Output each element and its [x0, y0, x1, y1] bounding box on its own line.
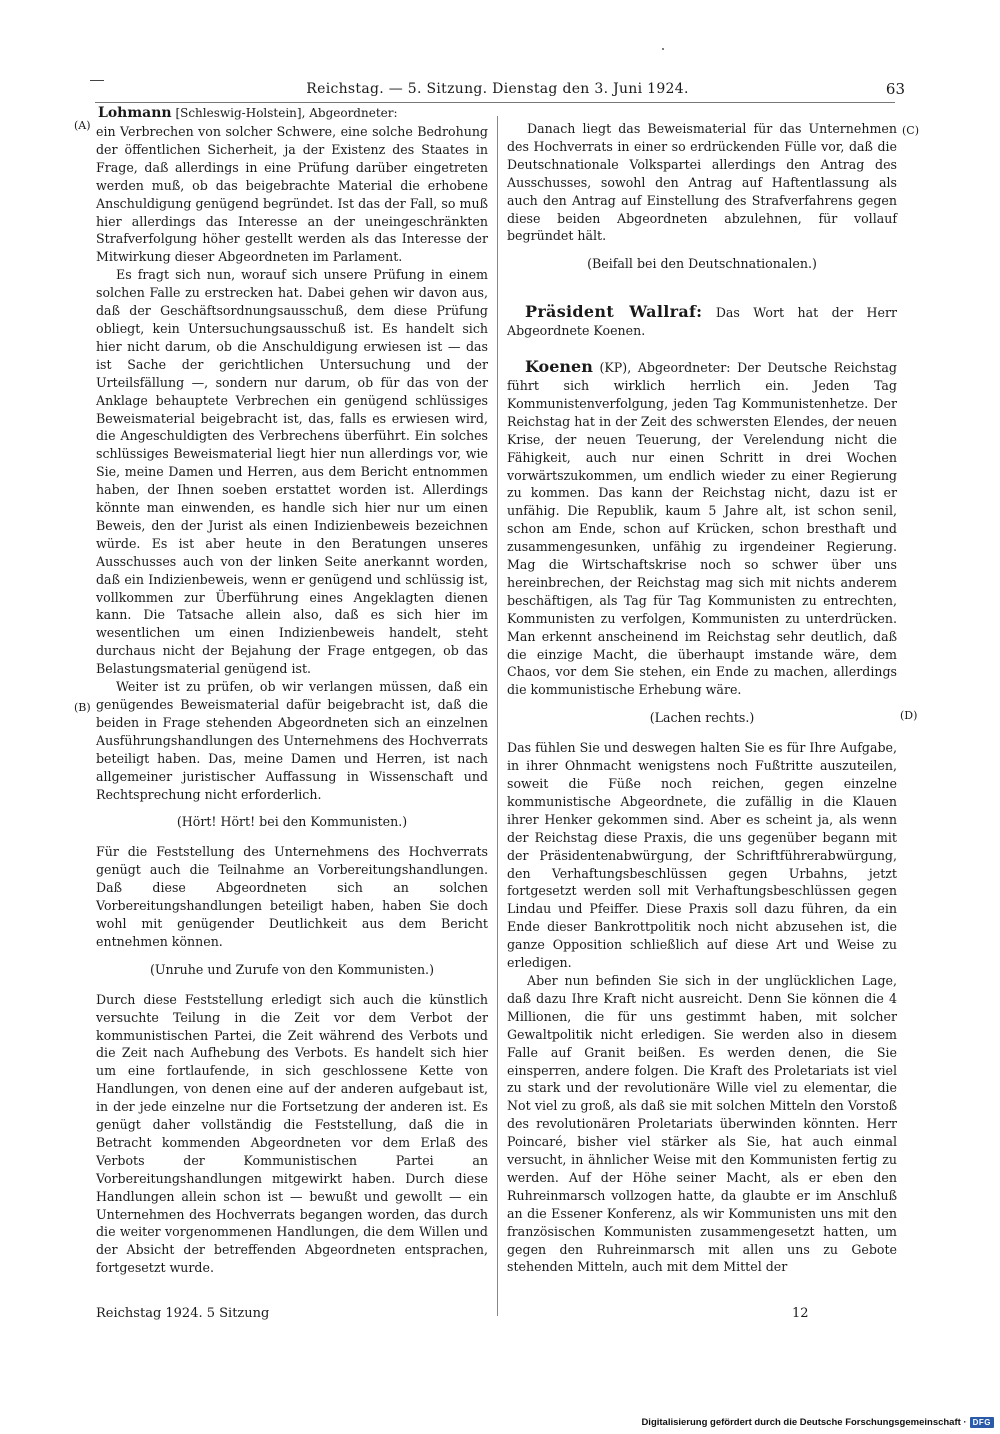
interjection: (Unruhe und Zurufe von den Kommunisten.): [150, 961, 434, 977]
left-column: [96, 104, 488, 1277]
interjection: (Beifall bei den Deutschnationalen.): [587, 256, 817, 272]
paragraph: Der Deutsche Reichstag führt sich wirklich herrlich ein. Jeden Tag Kommunistenverfolgung, jeden Tag Kommunistenhetze. Der Reichstag hat in der Zeit des schwersten Elendes, der neuen Krise, der neuen Teuerung, der Verelendung nicht die Fähigkeit, auch nur einen Schritt in drei Wochen vorwärtszukommen, um endlich wieder zu einer Regierung zu kommen. Das kann der Reichstag nicht, dazu ist er unfähig. Die Republik, kaum 5 Jahre alt, ist schon senil, schon am Ende, schon auf Krücken, schon bresthaft und zusammengesunken, unfähig zu irgendeiner Regierung. Mag die Wirtschaftskrise noch so schwer über uns hereinbrechen, der Reichstag mag sich mit nichts anderem beschäftigen, als Tag für Tag Kommunisten zu entrechten, Kommunisten zu verfolgen, Kommunisten zu unterdrücken. Man erkennt anscheinend im Reichstag sehr deutlich, daß die einzige Macht, die überhaupt imstande wäre, dem Chaos, vor dem Sie stehen, ein Ende zu machen, allerdings die kommunistische Erhebung wäre.: [507, 360, 897, 698]
paragraph: Das fühlen Sie und deswegen halten Sie es für Ihre Aufgabe, in ihrer Ohnmacht wenigstens noch Fußtritte auszuteilen, soweit die Füße noch reichen, gegen einzelne kommunistische Abgeordnete, die zufällig in die Klauen ihrer Henker gekommen sind. Aber es scheint ja, als wenn der Reichstag diese Praxis, die uns gegenüber begann mit der Präsidentenabwürgung, der Schriftführerabwürgung, den Verhaftungsbeschlüssen gegen Urbahns, jetzt fortgesetzt werden soll mit Verhaftungsbeschlüssen gegen Lindau und Pfeiffer. Diese Praxis soll dazu führen, da ein Ende dieser Bankrottpolitik noch nicht abzusehen ist, die ganze Opposition schließlich auf diese Art und Weise zu erledigen.: [507, 740, 897, 971]
speaker-heading: [98, 104, 488, 122]
speaker-note: (KP), Abgeordneter:: [599, 360, 731, 376]
paragraph: Durch diese Feststellung erledigt sich auch die künstlich versuchte Teilung in die Zeit vor dem Verbot der kommunistischen Partei, die Zeit während des Verbots und die Zeit nach Aufhebung des Verbots. Es handelt sich hier um eine fortlaufende, in sich geschlossene Kette von Handlungen, von denen eine auf der anderen aufgebaut ist, in der jede einzelne nur die Fortsetzung der anderen ist. Es genügt daher vollständig die Feststellung, daß die in Betracht kommenden Abgeordneten vor dem Erlaß des Verbots der Kommunistischen Partei an Vorbereitungshandlungen mitgewirkt haben. Durch diese Handlungen allein schon ist — bewußt und gewollt — ein Unternehmen des Hochverrats begangen worden, das durch die weiter vorgenommenen Handlungen, die dem Willen und der Absicht der betreffenden Abgeordneten entsprachen, fortgesetzt wurde.: [96, 991, 488, 1276]
paragraph: Danach liegt das Beweismaterial für das Unternehmen des Hochverrats in einer so erdrückenden Fülle vor, daß die Deutschnationale Volkspartei allerdings den Antrag des Ausschusses, sowohl den Antrag auf Haftentlassung als auch den Antrag auf Einstellung des Strafverfahrens gegen diese beiden Abgeordneten abzulehnen, für vollauf begründet hält.: [507, 121, 897, 244]
footer-sheet-number: 12: [792, 1306, 809, 1321]
right-column: [507, 120, 897, 1276]
paragraph: ein Verbrechen von solcher Schwere, eine solche Bedrohung der öffentlichen Sicherheit, ja der Existenz des Staates in Frage, daß allerdings in eine Prüfung darüber eingetreten werden muß, ob das beigebrachte Material die erhobene Anschuldigung genügend begründet. Ist das der Fall, so muß hier allerdings das Interesse an der uneingeschränkten Strafverfolgung höher gestellt werden als das Interesse der Mitwirkung dieser Abgeordneten im Parlament.: [96, 124, 488, 265]
footer-signature: Reichstag 1924. 5 Sitzung: [96, 1306, 270, 1321]
page-header: [90, 78, 905, 100]
speech-opening: [507, 358, 897, 699]
paragraph: Für die Feststellung des Unternehmens des Hochverrats genügt auch die Teilnahme an Vorbereitungshandlungen. Daß diese Abgeordneten sich an solchen Vorbereitungshandlungen beteiligt haben, haben Sie doch wohl mit genügender Deutlichkeit aus dem Bericht entnehmen können.: [96, 844, 488, 949]
margin-marker-a: (A): [74, 119, 91, 132]
president-text: Das Wort hat der Herr Abgeordnete Koenen.: [507, 305, 897, 339]
header-rule: [95, 102, 895, 103]
speaker-note: [Schleswig-Holstein], Abgeordneter:: [175, 106, 398, 120]
margin-marker-c: (C): [902, 124, 919, 137]
interjection: (Lachen rechts.): [649, 710, 755, 726]
paragraph: Weiter ist zu prüfen, ob wir verlangen müssen, daß ein genügendes Beweismaterial dafür beigebracht ist, daß die beiden in Frage stehenden Abgeordneten sich an einzelnen Ausführungshandlungen des Unternehmens des Hochverrats beteiligt haben. Das, meine Damen und Herren, ist nach allgemeiner juristischer Auffassung in Wissenschaft und Rechtsprechung nicht erforderlich.: [96, 679, 488, 802]
president-label: Präsident Wallraf:: [525, 302, 703, 322]
dfg-credit: [641, 1417, 994, 1428]
dfg-credit-text: Digitalisierung gefördert durch die Deutsche Forschungsgemeinschaft ·: [641, 1417, 967, 1428]
speaker-name: Koenen: [525, 357, 593, 377]
paragraph: Aber nun befinden Sie sich in der unglücklichen Lage, daß dazu Ihre Kraft nicht ausreicht. Denn Sie können die 4 Millionen, die für uns gestimmt haben, mit solcher Gewaltpolitik nicht erledigen. Sie werden also in diesem Falle auf Granit beißen. Es werden denen, die Sie einsperren, andere folgen. Die Kraft des Proletariats ist viel zu stark und der revolutionäre Wille viel zu elementar, die Not viel zu groß, als daß sie mit solchen Mitteln den Vorstoß des revolutionären Proletariats überwinden könnten. Herr Poincaré, bisher viel stärker als Sie, hat auch einmal versucht, in ähnlicher Weise mit den Kommunisten fertig zu werden. Auf der Höhe seiner Macht, als er eben den Ruhreinmarsch vollzogen hatte, da glaubte er im Anschluß an die Essener Konferenz, als wir Kommunisten uns mit den französischen Kommunisten zusammengesetzt hatten, um gegen den Ruhreinmarsch mit allen uns zu Gebote stehenden Mitteln, auch mit dem Mittel der: [507, 972, 897, 1275]
dfg-logo: DFG: [970, 1417, 994, 1428]
president-remark: [507, 303, 897, 340]
speaker-name: Lohmann: [98, 105, 172, 121]
interjection: (Hört! Hört! bei den Kommunisten.): [176, 814, 408, 830]
running-title: Reichstag. — 5. Sitzung. Dienstag den 3. Juni 1924.: [306, 81, 689, 97]
column-rule: [497, 116, 498, 1316]
page-number: 63: [885, 80, 905, 98]
margin-marker-d: (D): [900, 709, 918, 722]
print-speck: [662, 48, 664, 50]
margin-marker-b: (B): [74, 701, 91, 714]
paragraph: Es fragt sich nun, worauf sich unsere Prüfung in einem solchen Falle zu erstrecken hat. Dabei gehen wir davon aus, daß der Geschäftsordnungsausschuß, dem diese Prüfung obliegt, kein Untersuchungsausschuß ist. Es handelt sich hier nicht darum, ob die Anschuldigung erwiesen ist — das ist Sache der gerichtlichen Untersuchung und der Urteilsfällung —, sondern nur darum, ob für das von der Anklage behauptete Verbrechen ein genügend schlüssiges Beweismaterial beigebracht ist, das, falls es erwiesen wird, die Angeschuldigten des Verbrechens überführt. Ein solches schlüssiges Beweismaterial liegt hier nun allerdings vor, wie Sie, meine Damen und Herren, aus dem Bericht entnommen haben, der Ihnen soeben erstattet worden ist. Allerdings könnte man einwenden, es handle sich hier nur um einen Beweis, den der Jurist als einen Indizienbeweis bezeichnen würde. Es ist aber heute in den Beratungen unseres Ausschusses auch von der linken Seite anerkannt worden, daß ein Indizienbeweis, wenn er genügend und schlüssig ist, vollkommen zur Überführung eines Angeklagten dienen kann. Die Tatsache allein also, daß es sich hier im wesentlichen um einen Indizienbeweis handelt, steht durchaus nicht der Bejahung der Frage entgegen, ob das Belastungsmaterial genügend ist.: [96, 267, 488, 677]
